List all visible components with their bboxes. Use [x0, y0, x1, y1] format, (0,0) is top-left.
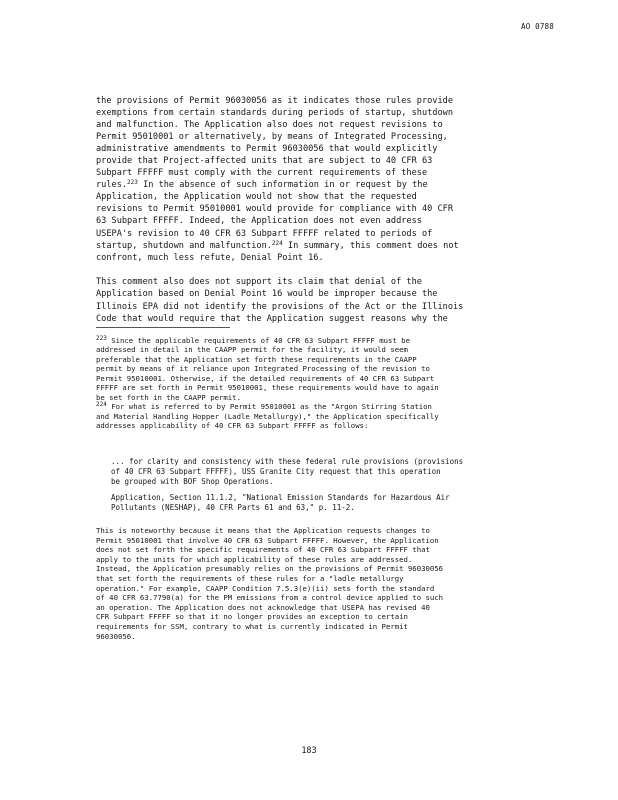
text-fragment: In the absence of such information in or request by the — [137, 180, 428, 191]
text-line: This comment also does not support its claim that denial of the — [96, 277, 422, 287]
text-line: USEPA's revision to 40 CFR 63 Subpart FFFFF related to periods of — [96, 228, 433, 239]
footnote-line — [96, 402, 536, 411]
footnote-line: apply to the units for which applicability of these rules are addressed. — [96, 554, 413, 564]
footnote-line: of 40 CFR 63.7790(a) for the PM emissions from a control device applied to such — [96, 593, 444, 603]
quote-line: Application, Section 11.1.2, "National Emission Standards for Hazardous Air — [111, 493, 450, 502]
body-paragraph-2 — [96, 276, 526, 325]
footnote-mark: 224 — [96, 401, 107, 409]
quote-line: ... for clarity and consistency with these federal rule provisions (provisions — [111, 457, 464, 466]
footnotes-block — [96, 336, 536, 431]
footnote-line: FFFFF are set forth in Permit 95010001, these requirements would have to again — [96, 383, 439, 393]
footnote-line: addressed in detail in the CAAPP permit for the facility, it would seem — [96, 345, 408, 355]
quote-line: of 40 CFR 63 Subpart FFFFF), USS Granite City request that this operation — [111, 466, 441, 476]
text-line: administrative amendments to Permit 96030056 that would explicitly — [96, 144, 438, 155]
text-fragment: startup, shutdown and malfunction. — [96, 240, 272, 251]
text-line: 63 Subpart FFFFF. Indeed, the Application does not even address — [96, 216, 422, 227]
footnote-line: 96030056. — [96, 631, 136, 641]
text-fragment: In summary, this comment does not — [282, 240, 459, 251]
text-line: Subpart FFFFF must comply with the current requirements of these — [96, 168, 428, 179]
document-id-header: AO 0788 — [520, 22, 554, 31]
quote-line: be grouped with BOF Shop Operations. — [111, 476, 274, 486]
text-line: provide that Project-affected units that are subject to 40 CFR 63 — [96, 156, 433, 167]
footnote-line: CFR Subpart FFFFF so that it no longer provides an exception to certain — [96, 612, 408, 622]
footnote-line: requirements for SSM, contrary to what is currently indicated in Permit — [96, 621, 408, 631]
footnote-line: This is noteworthy because it means that the Application requests changes to — [96, 526, 430, 535]
footnote-line — [96, 336, 536, 345]
text-line: confront, much less refute, Denial Point 16. — [96, 252, 324, 263]
text-line — [96, 179, 526, 191]
text-line: Code that would require that the Application suggest reasons why the — [96, 313, 448, 324]
footnote-line: Instead, the Application presumably relies on the provisions of Permit 96030056 — [96, 564, 444, 574]
text-fragment: For what is referred to by Permit 95010001 as the "Argon Stirring Station — [106, 402, 432, 412]
footnote-mark: 223 — [96, 335, 107, 342]
footnote-continuation — [96, 526, 536, 641]
block-quote-2 — [111, 493, 450, 513]
footnote-line: Permit 95010001 that involve 40 CFR 63 Subpart FFFFF. However, the Application — [96, 535, 439, 545]
quote-line: Pollutants (NESHAP), 40 CFR Parts 61 and 63," p. 11-2. — [111, 502, 355, 512]
footnote-ref: 224 — [271, 239, 283, 247]
footnote-line: addresses applicability of 40 CFR 63 Subpart FFFFF as follows: — [96, 421, 369, 431]
footnote-line: preferable that the Application set forth these requirements in the CAAPP — [96, 354, 417, 364]
footnote-line: be set forth in the CAAPP permit. — [96, 392, 241, 402]
body-paragraph-1 — [96, 95, 526, 264]
footnote-line: that set forth the requirements of these rules for a "ladle metallurgy — [96, 573, 404, 583]
text-line: Permit 95010001 or alternatively, by means of Integrated Processing, — [96, 132, 448, 143]
footnote-line: operation." For example, CAAPP Condition 7.5.3(e)(ii) sets forth the standard — [96, 583, 435, 593]
text-fragment: rules. — [96, 180, 128, 191]
text-line: exemptions from certain standards during periods of startup, shutdown — [96, 108, 453, 119]
footnote-line: permit by means of it reliance upon Integrated Processing of the revision to — [96, 364, 430, 374]
page-number: 183 — [301, 746, 317, 756]
footnote-line: an operation. The Application does not acknowledge that USEPA has revised 40 — [96, 602, 430, 612]
footnote-line: Permit 95010001. Otherwise, if the detailed requirements of 40 CFR 63 Subpart — [96, 373, 435, 383]
footnote-separator — [96, 327, 230, 328]
text-line: revisions to Permit 95010001 would provide for compliance with 40 CFR — [96, 204, 453, 215]
text-line — [96, 240, 526, 252]
text-line: and malfunction. The Application also does not request revisions to — [96, 120, 443, 131]
footnote-ref: 223 — [127, 179, 138, 187]
block-quote-1 — [111, 457, 463, 486]
text-line: Application, the Application would not show that the requested — [96, 192, 417, 203]
text-fragment: Since the applicable requirements of 40 CFR 63 Subpart FFFFF must be — [106, 336, 410, 345]
text-line: the provisions of Permit 96030056 as it indicates those rules provide — [96, 96, 453, 106]
footnote-line: does not set forth the specific requirements of 40 CFR 63 Subpart FFFFF that — [96, 545, 430, 555]
footnote-line: and Material Handling Hopper (Ladle Metallurgy)," the Application specifically — [96, 411, 439, 421]
text-line: Application based on Denial Point 16 would be improper because the — [96, 289, 438, 300]
text-line: Illinois EPA did not identify the provisions of the Act or the Illinois — [96, 301, 464, 312]
